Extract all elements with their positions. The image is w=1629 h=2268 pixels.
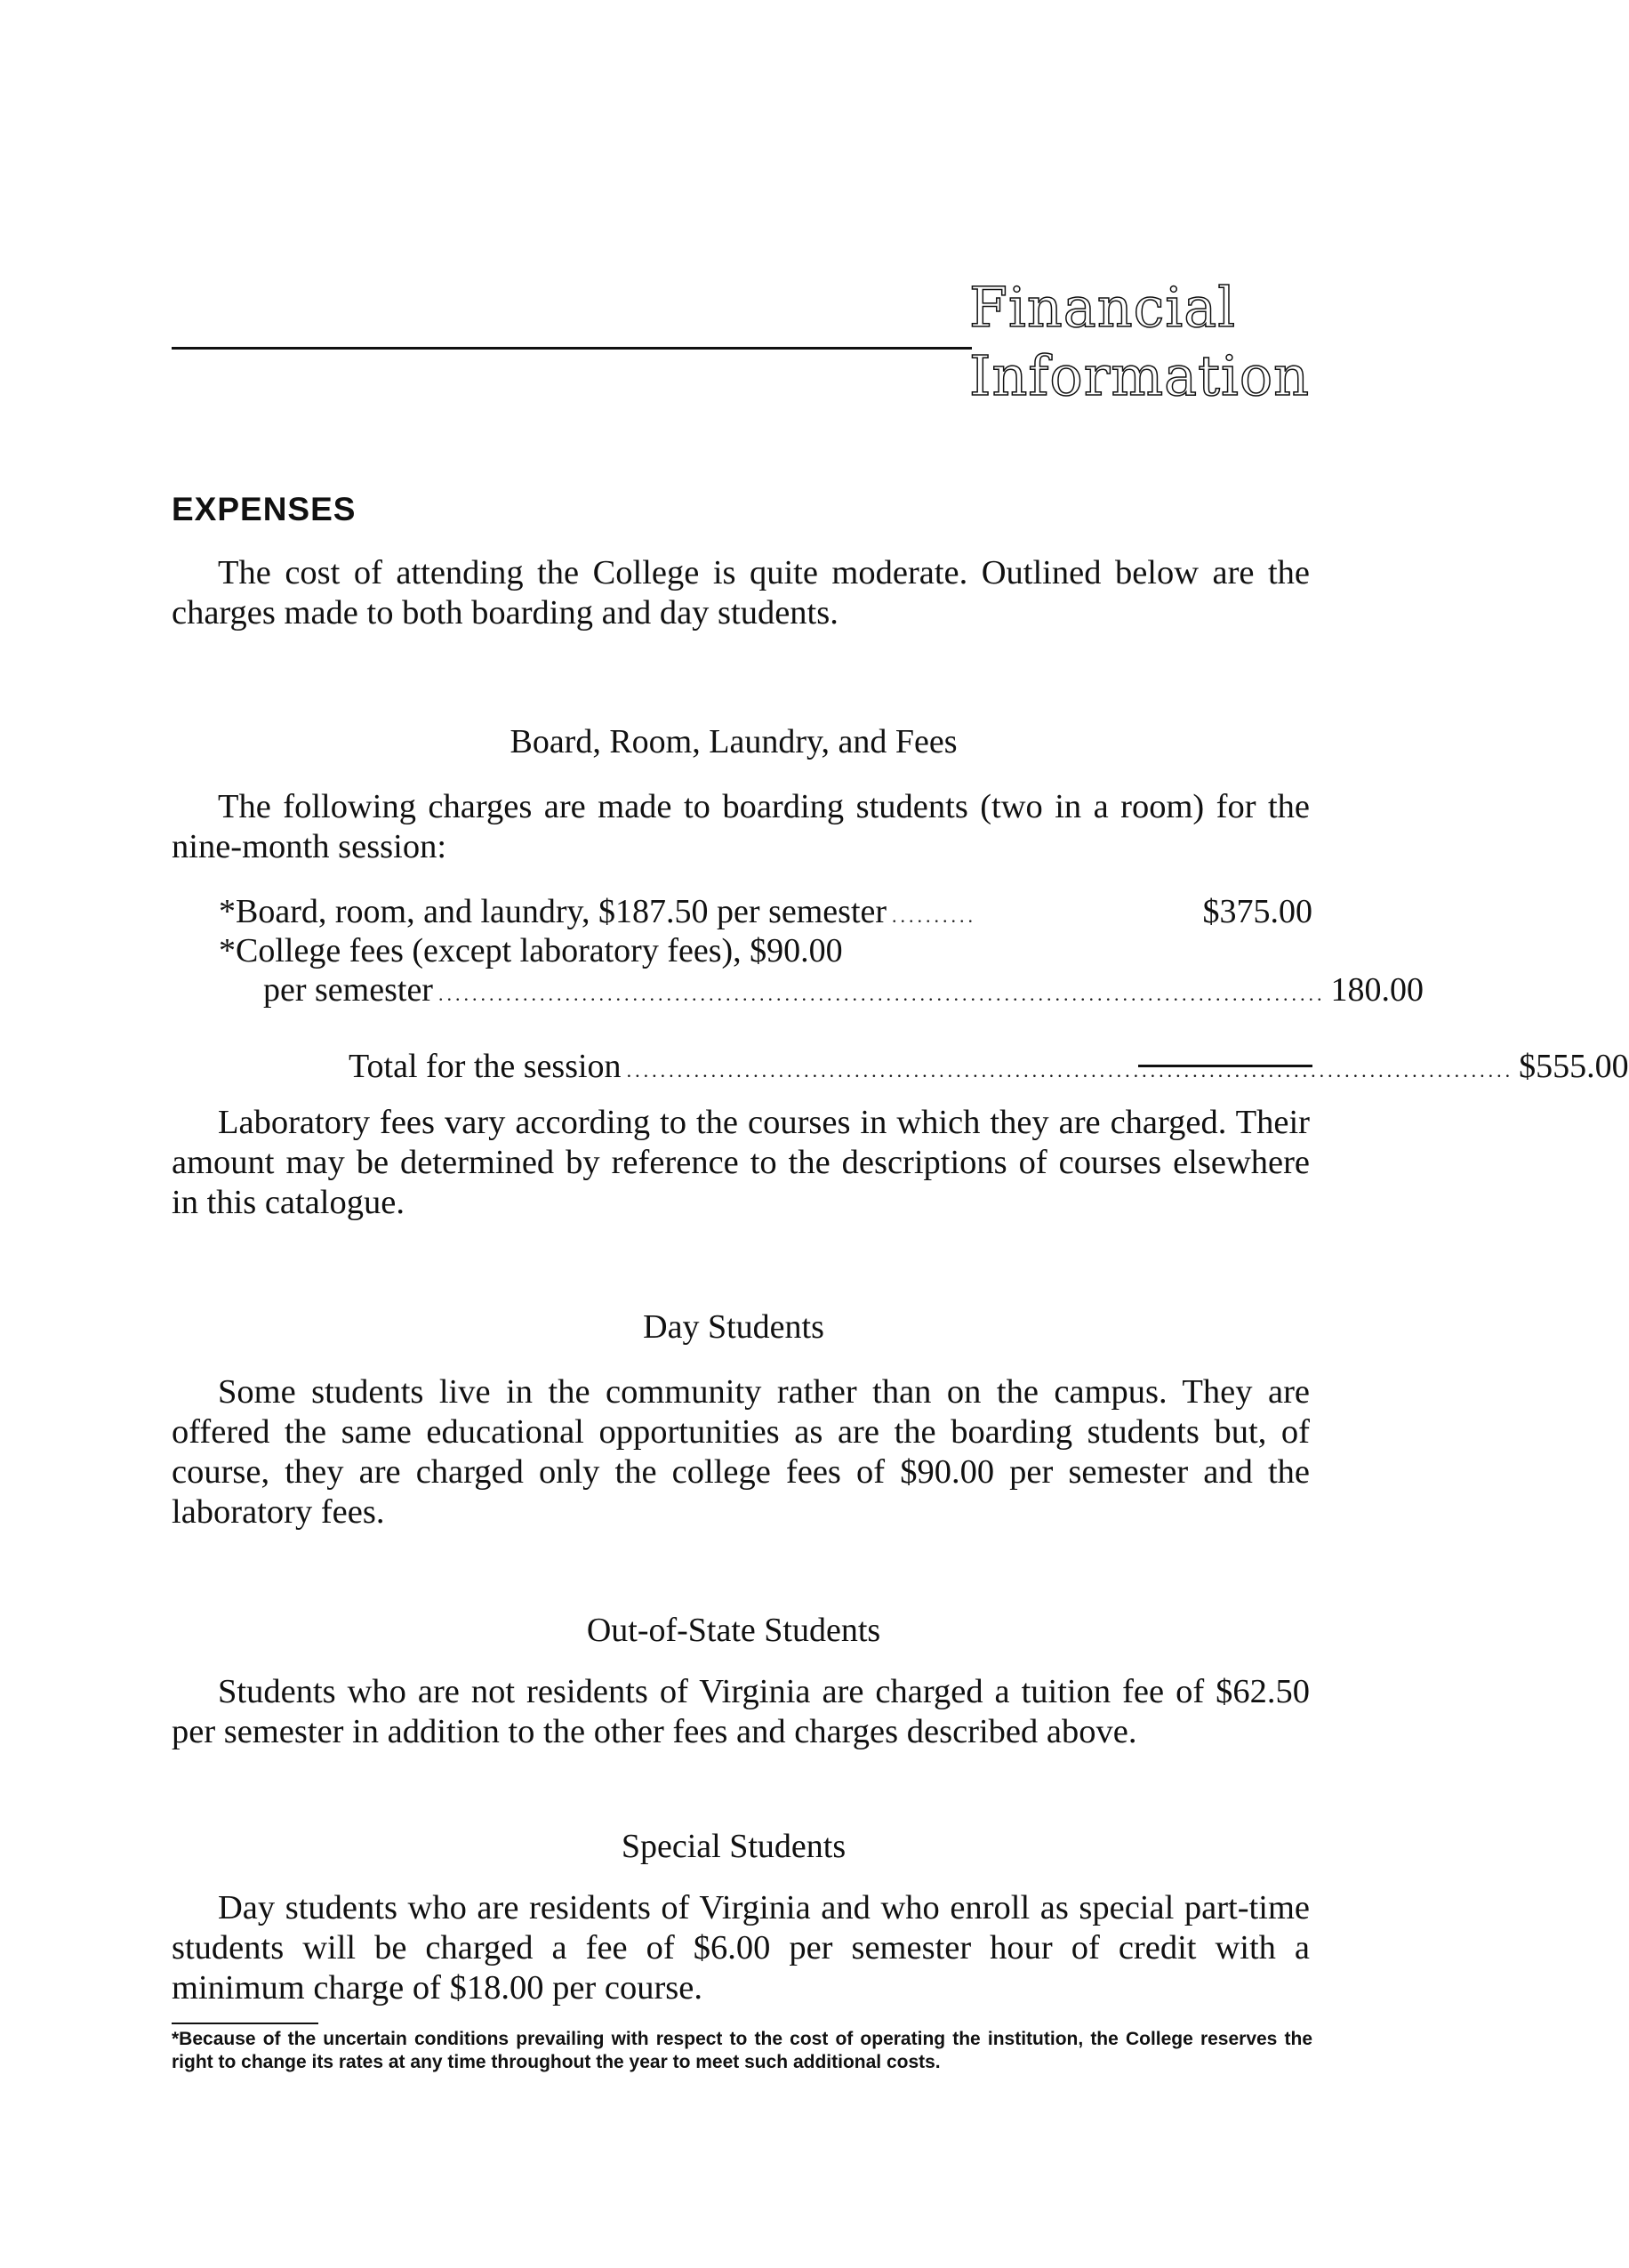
dot-leader: ......................................................................................................... (437, 983, 1326, 1005)
fee-row-college-line2 (219, 970, 1424, 1010)
total-label: Total for the session (349, 1048, 622, 1085)
dot-leader: .......... (892, 905, 977, 927)
special-students-heading: Special Students (621, 1828, 847, 1865)
fee-row-board (219, 892, 1312, 932)
footnote-rule (172, 2023, 318, 2024)
total-amount: $555.00 (1519, 1048, 1629, 1085)
out-of-state-heading: Out-of-State Students (586, 1612, 881, 1649)
lab-fees-note: Laboratory fees vary according to the courses in which they are charged. Their amount may be determined by reference to the descriptions of courses elsewhere in this catalogue. (172, 1104, 1310, 1221)
out-of-state-text: Students who are not residents of Virginia are charged a tuition fee of $62.50 per semester in addition to the other fees and charges described above. (172, 1673, 1310, 1750)
day-students-text: Some students live in the community rather than on the campus. They are offered the same educational opportunities as are the boarding students but, of course, they are charged only the college fees of $90.00 per semester and the laboratory fees. (172, 1373, 1310, 1531)
total-row (349, 1047, 1629, 1087)
dot-leader: ......................................................................................................... (626, 1059, 1514, 1082)
footnote: *Because of the uncertain conditions prevailing with respect to the cost of operating the institution, the College reserves the right to change its rates at any time throughout the year to meet such additional costs. (172, 2029, 1312, 2072)
header-rule (172, 347, 972, 350)
fee-amount: 180.00 (1330, 971, 1424, 1009)
fee-label: *College fees (except laboratory fees), $90.00 (219, 932, 843, 969)
day-students-heading: Day Students (643, 1308, 824, 1346)
fee-amount: $375.00 (1202, 893, 1312, 930)
fee-label: *Board, room, and laundry, $187.50 per semester (219, 893, 887, 930)
expenses-intro: The cost of attending the College is quite moderate. Outlined below are the charges made to both boarding and day students. (172, 554, 1310, 631)
special-students-text: Day students who are residents of Virginia and who enroll as special part-time students will be charged a fee of $6.00 per semester hour of credit with a minimum charge of $18.00 per course. (172, 1889, 1310, 2007)
page-title-line2: Information (969, 343, 1311, 408)
fee-row-college-line1 (219, 931, 1312, 971)
expenses-heading: EXPENSES (172, 491, 357, 527)
board-section-heading: Board, Room, Laundry, and Fees (510, 723, 958, 760)
fee-label-continued: per semester (263, 971, 433, 1009)
page-title-line1: Financial (969, 275, 1237, 340)
board-section-intro: The following charges are made to boarding students (two in a room) for the nine-month session: (172, 788, 1310, 865)
